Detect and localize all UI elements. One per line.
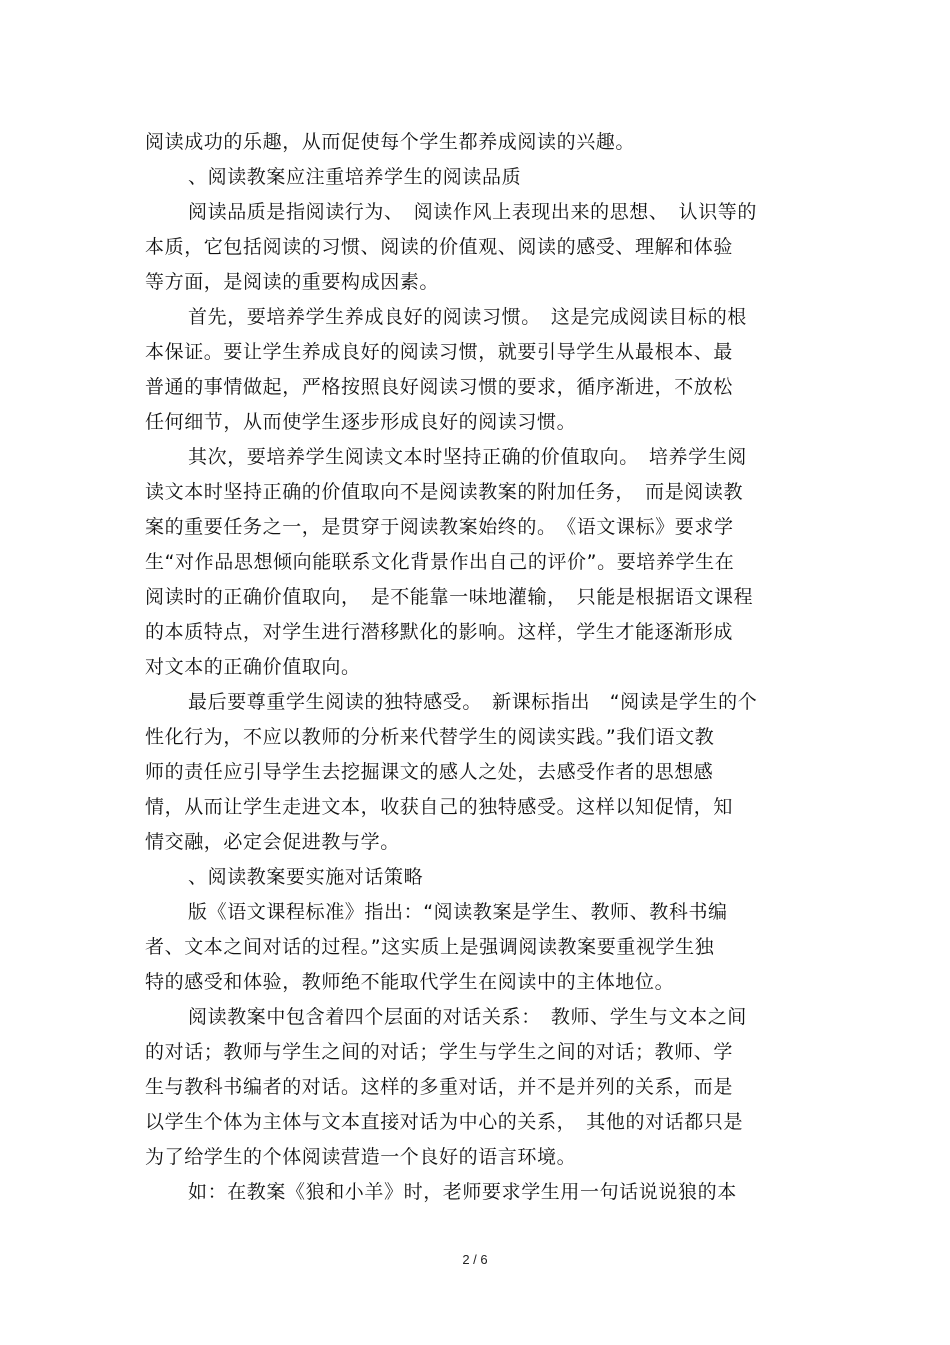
text-line-25: 特的感受和体验，教师绝不能取代学生在阅读中的主体地位。 (145, 971, 675, 993)
text-line-14: 阅读时的正确价值取向， 是不能靠一味地灌输， 只能是根据语文课程 (145, 586, 754, 608)
text-line-19: 师的责任应引导学生去挖掘课文的感人之处，去感受作者的思想感 (145, 761, 714, 783)
text-line-24: 者、文本之间对话的过程。”这实质上是强调阅读教案要重视学生独 (145, 936, 715, 958)
text-line-23: 版《语文课程标准》指出：“阅读教案是学生、教师、教科书编 (188, 901, 728, 923)
text-line-10: 其次，要培养学生阅读文本时坚持正确的价值取向。 培养学生阅 (188, 446, 747, 468)
text-line-31: 如：在教案《狼和小羊》时，老师要求学生用一句话说说狼的本 (188, 1181, 737, 1203)
text-line-28: 生与教科书编者的对话。这样的多重对话，并不是并列的关系，而是 (145, 1076, 734, 1098)
text-line-29: 以学生个体为主体与文本直接对话为中心的关系， 其他的对话都只是 (145, 1111, 744, 1133)
text-line-15: 的本质特点，对学生进行潜移默化的影响。这样，学生才能逐渐形成 (145, 621, 734, 643)
text-line-30: 为了给学生的个体阅读营造一个良好的语言环境。 (145, 1146, 577, 1168)
text-line-12: 案的重要任务之一，是贯穿于阅读教案始终的。 《语文课标》要求学 (145, 516, 734, 538)
text-line-17: 最后要尊重学生阅读的独特感受。 新课标指出 “阅读是学生的个 (188, 691, 758, 713)
text-line-18: 性化行为，不应以教师的分析来代替学生的阅读实践。”我们语文教 (145, 726, 715, 748)
text-line-9: 任何细节，从而使学生逐步形成良好的阅读习惯。 (145, 411, 577, 433)
text-line-27: 的对话；教师与学生之间的对话；学生与学生之间的对话；教师、学 (145, 1041, 734, 1063)
section-heading-reading-quality: 、阅读教案应注重培养学生的阅读品质 (188, 166, 522, 188)
text-line-4: 本质，它包括阅读的习惯、阅读的价值观、阅读的感受、理解和体验 (145, 236, 734, 258)
text-line-26: 阅读教案中包含着四个层面的对话关系： 教师、学生与文本之间 (188, 1006, 747, 1028)
text-line-3: 阅读品质是指阅读行为、 阅读作风上表现出来的思想、 认识等的 (188, 201, 758, 223)
text-line-7: 本保证。要让学生养成良好的阅读习惯，就要引导学生从最根本、最 (145, 341, 734, 363)
text-line-11: 读文本时坚持正确的价值取向不是阅读教案的附加任务， 而是阅读教 (145, 481, 744, 503)
text-line-20: 情，从而让学生走进文本，收获自己的独特感受。这样以知促情，知 (145, 796, 734, 818)
text-line-16: 对文本的正确价值取向。 (145, 656, 361, 678)
text-line-6: 首先，要培养学生养成良好的阅读习惯。 这是完成阅读目标的根 (188, 306, 747, 328)
section-heading-dialogue-strategy: 、阅读教案要实施对话策略 (188, 866, 424, 888)
page-number: 2 / 6 (462, 1252, 488, 1267)
text-line-21: 情交融，必定会促进教与学。 (145, 831, 400, 853)
text-line-1: 阅读成功的乐趣，从而促使每个学生都养成阅读的兴趣。 (145, 131, 636, 153)
text-line-5: 等方面，是阅读的重要构成因素。 (145, 271, 440, 293)
text-line-8: 普通的事情做起，严格按照良好阅读习惯的要求，循序渐进，不放松 (145, 376, 734, 398)
text-line-13: 生“对作品思想倾向能联系文化背景作出自己的评价”。要培养学生在 (145, 551, 735, 573)
